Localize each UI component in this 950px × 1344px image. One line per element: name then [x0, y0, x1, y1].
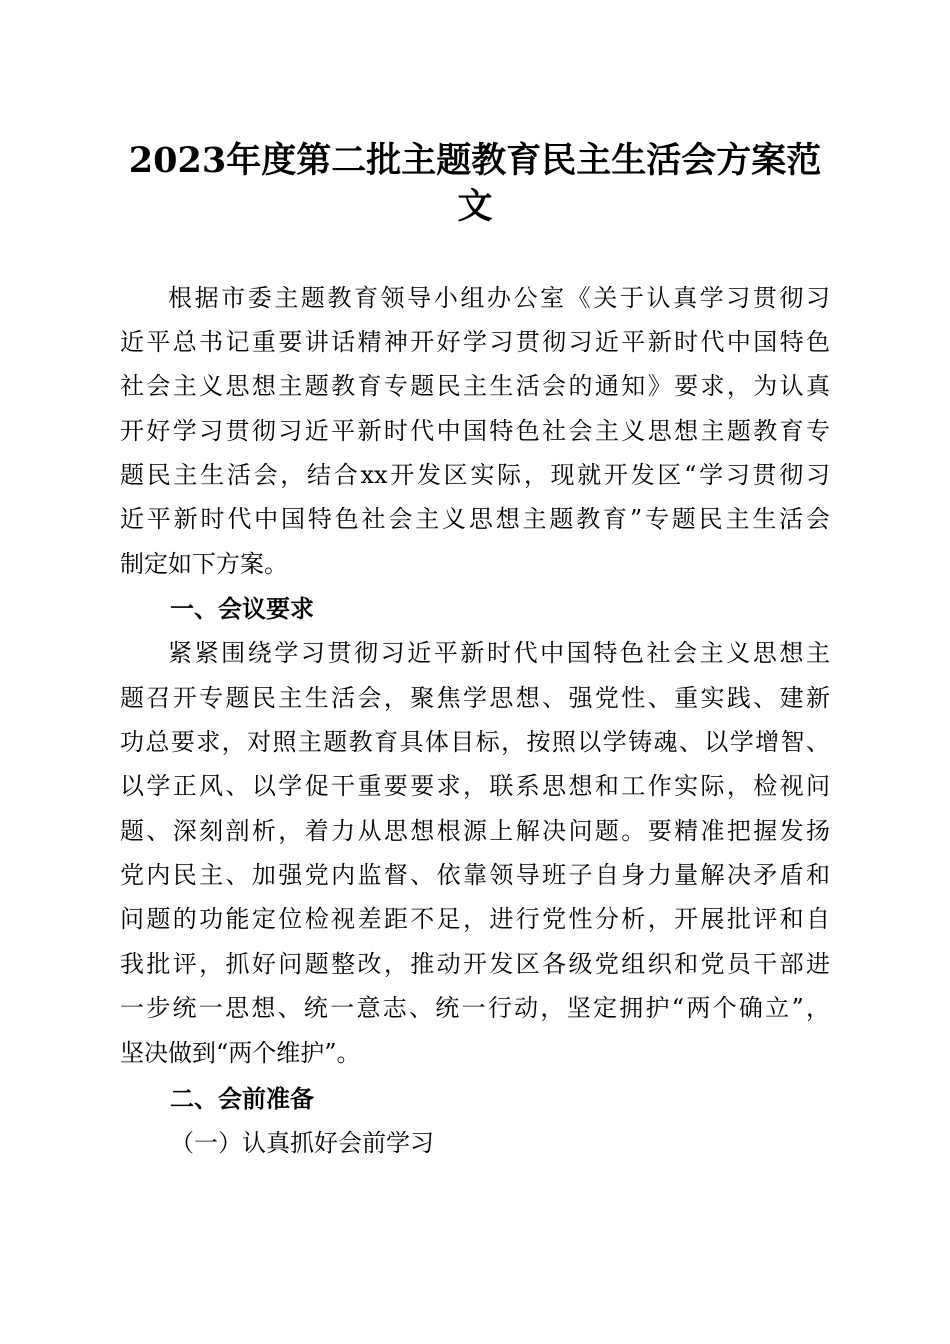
intro-line: 根据市委主题教育领导小组办公室《关于认真学习贯彻习 [168, 284, 830, 312]
section1-line: 题召开专题民主生活会，聚焦学思想、强党性、重实践、建新 [120, 684, 830, 712]
section-heading-2: 二、会前准备 [170, 1085, 314, 1113]
section1-line: 我批评，抓好问题整改，推动开发区各级党组织和党员干部进 [120, 950, 830, 978]
intro-line: 近平总书记重要讲话精神开好学习贯彻习近平新时代中国特色 [120, 328, 830, 356]
section1-line: 功总要求，对照主题教育具体目标，按照以学铸魂、以学增智、 [120, 728, 830, 756]
intro-line: 开好学习贯彻习近平新时代中国特色社会主义思想主题教育专 [120, 417, 830, 445]
title-line-2: 文 [457, 186, 493, 227]
intro-line: 制定如下方案。 [120, 550, 288, 578]
section1-line: 以学正风、以学促干重要要求，联系思想和工作实际，检视问 [120, 772, 830, 800]
section1-line: 问题的功能定位检视差距不足，进行党性分析，开展批评和自 [120, 905, 830, 933]
section-heading-1: 一、会议要求 [170, 595, 314, 623]
document-title [120, 138, 830, 230]
intro-line: 题民主生活会，结合xx开发区实际，现就开发区“学习贯彻习 [120, 461, 830, 489]
section1-line: 坚决做到“两个维护”。 [120, 1039, 361, 1067]
subsection-heading-1: （一）认真抓好会前学习 [170, 1129, 434, 1157]
intro-line: 近平新时代中国特色社会主义思想主题教育”专题民主生活会 [120, 505, 830, 533]
title-line-1: 2023年度第二批主题教育民主生活会方案范 [128, 140, 822, 181]
section1-line: 紧紧围绕学习贯彻习近平新时代中国特色社会主义思想主 [168, 639, 830, 667]
section1-line: 党内民主、加强党内监督、依靠领导班子自身力量解决矛盾和 [120, 861, 830, 889]
intro-line: 社会主义思想主题教育专题民主生活会的通知》要求，为认真 [120, 372, 830, 400]
section1-line: 题、深刻剖析，着力从思想根源上解决问题。要精准把握发扬 [120, 817, 830, 845]
section1-line: 一步统一思想、统一意志、统一行动，坚定拥护“两个确立”， [120, 994, 830, 1022]
